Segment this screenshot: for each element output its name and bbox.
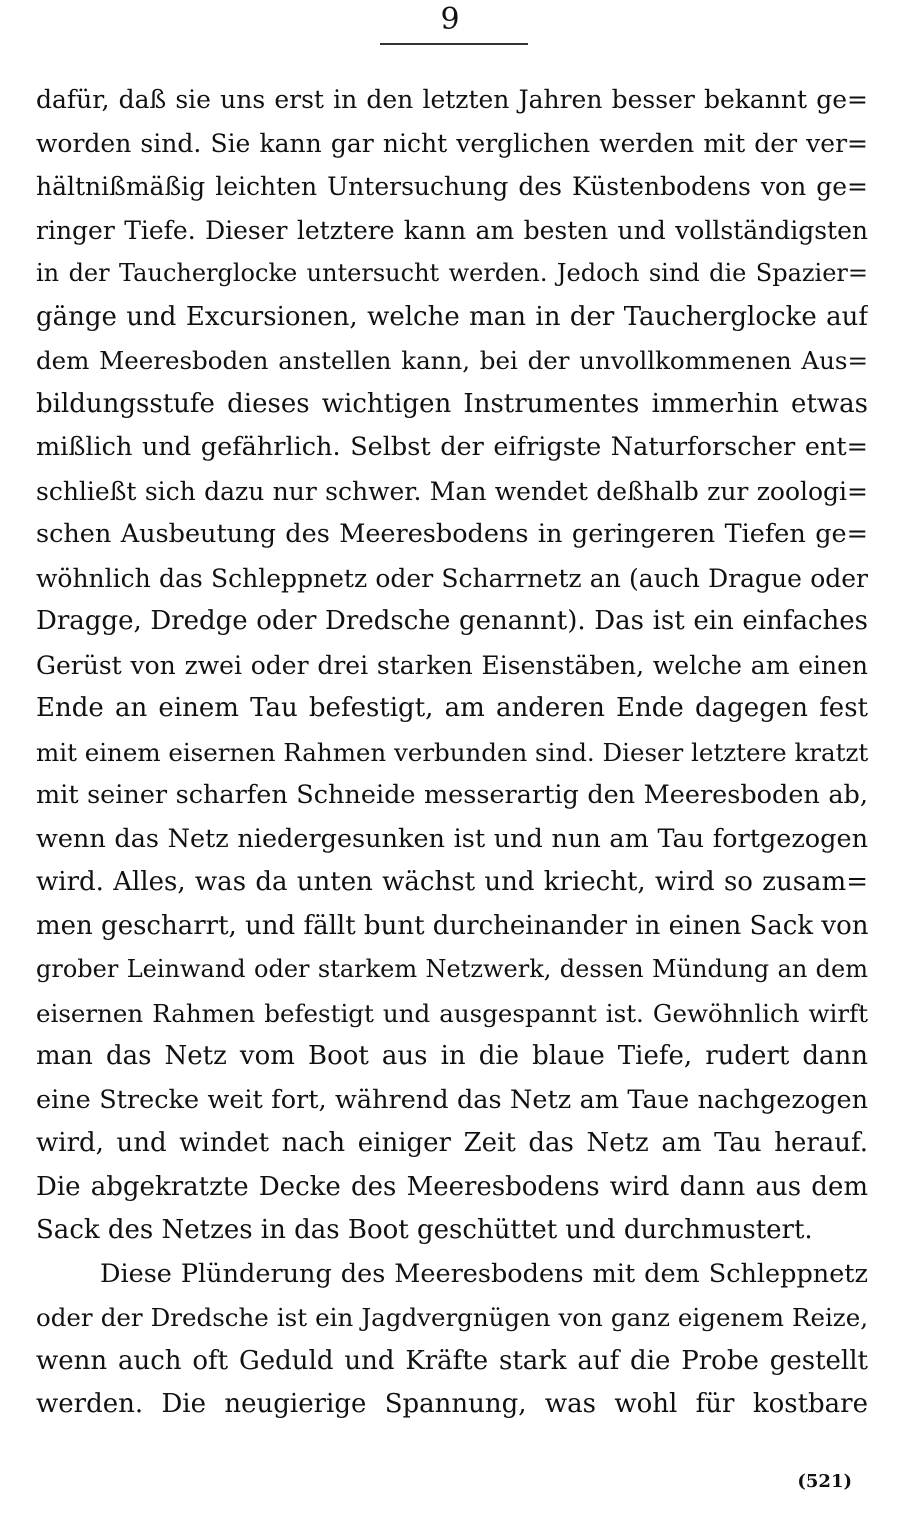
text-line: eisernen Rahmen befestigt und ausgespannt ist. Gewöhnlich wirft	[36, 998, 868, 1028]
text-line: eine Strecke weit fort, während das Netz am Taue nachgezogen	[36, 1084, 868, 1115]
page-number: 9	[440, 2, 460, 37]
text-line: gänge und Excursionen, welche man in der Taucherglocke auf	[36, 301, 868, 332]
text-line: wenn das Netz niedergesunken ist und nun am Tau fortgezogen	[36, 823, 868, 854]
text-line: worden sind. Sie kann gar nicht verglichen werden mit der ver=	[36, 128, 868, 158]
text-line: Dragge, Dredge oder Dredsche genannt). Das ist ein einfaches	[36, 606, 868, 636]
text-line: man das Netz vom Boot aus in die blaue Tiefe, rudert dann	[36, 1041, 868, 1071]
text-line: hältnißmäßig leichten Untersuchung des Küstenbodens von ge=	[36, 172, 868, 201]
paragraph-2	[36, 1253, 868, 1427]
text-line: Sack des Netzes in das Boot geschüttet und durchmustert.	[36, 1215, 813, 1245]
header-rule	[380, 43, 528, 45]
paragraph-1	[36, 78, 868, 1253]
text-line: dafür, daß sie uns erst in den letzten Jahren besser bekannt ge=	[36, 85, 868, 114]
text-line: Die abgekratzte Decke des Meeresbodens wird dann aus dem	[36, 1171, 868, 1202]
text-line: grober Leinwand oder starkem Netzwerk, dessen Mündung an dem	[36, 955, 868, 983]
text-line: dem Meeresboden anstellen kann, bei der unvollkommenen Aus=	[36, 346, 868, 375]
body-text	[36, 78, 868, 1427]
text-line: wenn auch oft Geduld und Kräfte stark auf die Probe gestellt	[36, 1345, 868, 1376]
text-line: oder der Dredsche ist ein Jagdvergnügen von ganz eigenem Reize,	[36, 1303, 868, 1332]
text-line: schen Ausbeutung des Meeresbodens in geringeren Tiefen ge=	[36, 519, 868, 549]
text-line: wöhnlich das Schleppnetz oder Scharrnetz an (auch Drague oder	[36, 563, 868, 593]
text-line: men gescharrt, und fällt bunt durcheinander in einen Sack von	[36, 910, 868, 941]
text-line: Diese Plünderung des Meeresbodens mit dem Schleppnetz	[100, 1258, 868, 1289]
text-line: mit einem eisernen Rahmen verbunden sind. Dieser letztere kratzt	[36, 737, 868, 767]
text-line: Gerüst von zwei oder drei starken Eisenstäben, welche am einen	[36, 650, 868, 680]
text-line: ringer Tiefe. Dieser letztere kann am besten und vollständigsten	[36, 215, 868, 245]
text-line: schließt sich dazu nur schwer. Man wendet deßhalb zur zoologi=	[36, 476, 868, 506]
text-line: mißlich und gefährlich. Selbst der eifrigste Naturforscher ent=	[36, 432, 868, 462]
signature-mark: (521)	[797, 1471, 852, 1492]
text-line: Ende an einem Tau befestigt, am anderen Ende dagegen fest	[36, 693, 868, 723]
text-line: mit seiner scharfen Schneide messerartig den Meeresboden ab,	[36, 780, 868, 810]
text-line: wird. Alles, was da unten wächst und kriecht, wird so zusam=	[36, 867, 868, 897]
text-line: wird, und windet nach einiger Zeit das Netz am Tau herauf.	[36, 1128, 868, 1158]
text-line: in der Taucherglocke untersucht werden. Jedoch sind die Spazier=	[36, 259, 868, 287]
text-line: bildungsstufe dieses wichtigen Instrumentes immerhin etwas	[36, 388, 868, 419]
text-line: werden. Die neugierige Spannung, was wohl für kostbare	[36, 1389, 868, 1419]
